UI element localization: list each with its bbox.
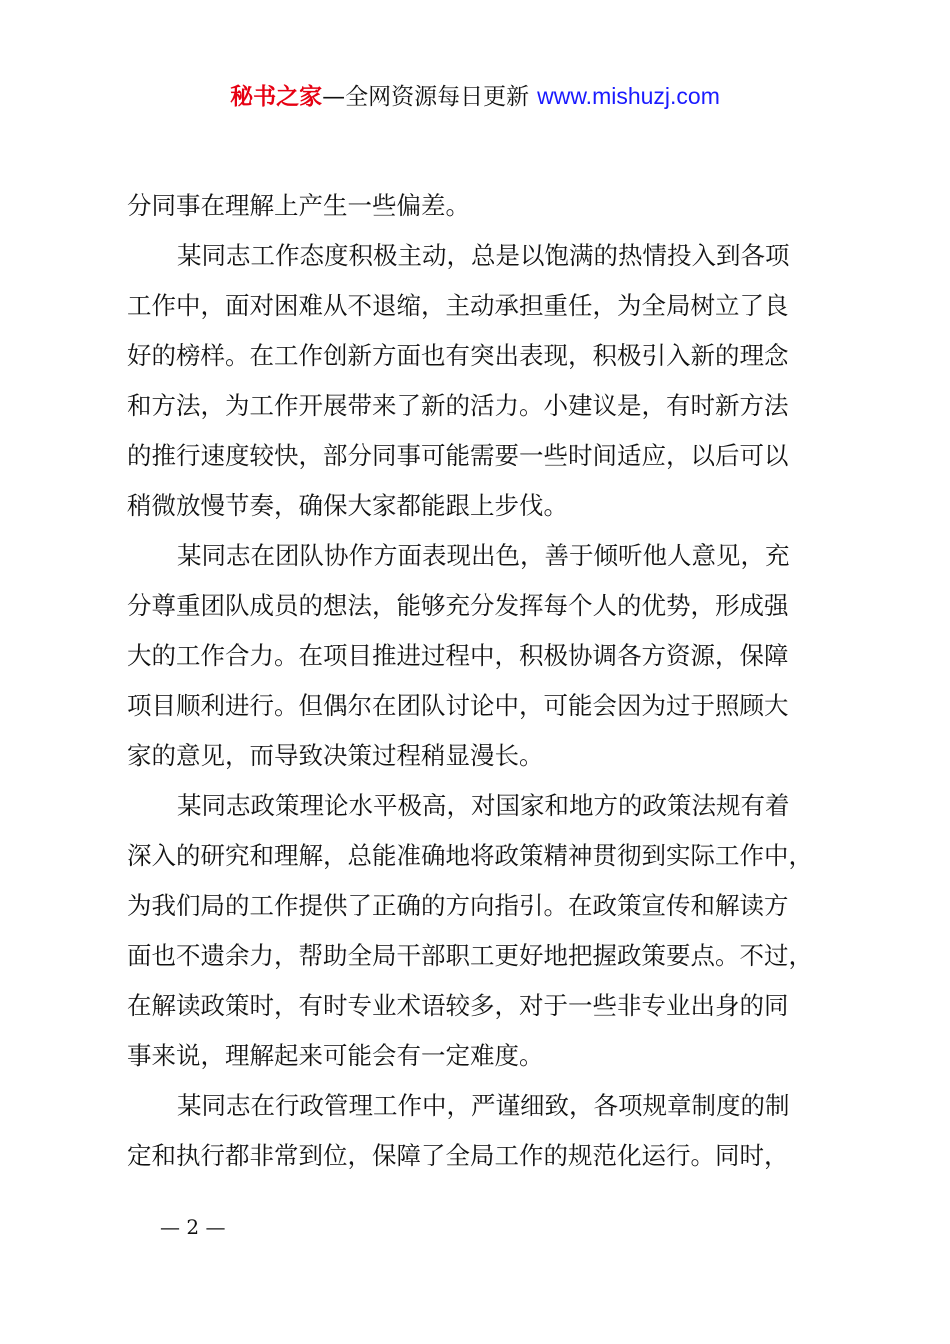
text-line: 在解读政策时，有时专业术语较多，对于一些非专业出身的同 (127, 991, 789, 1020)
text-line: 的推行速度较快，部分同事可能需要一些时间适应，以后可以 (127, 441, 789, 470)
site-url-link[interactable]: www.mishuzj.com (537, 83, 720, 109)
text-line: 分尊重团队成员的想法，能够充分发挥每个人的优势，形成强 (127, 591, 789, 620)
text-line: 面也不遗余力，帮助全局干部职工更好地把握政策要点。不过， (127, 941, 813, 970)
page-number: — 2 — (160, 1215, 226, 1239)
document-body (127, 181, 832, 1181)
text-line: 工作中，面对困难从不退缩，主动承担重任，为全局树立了良 (127, 291, 789, 320)
text-line: 深入的研究和理解，总能准确地将政策精神贯彻到实际工作中， (127, 841, 813, 870)
brand-name: 秘书之家 (230, 84, 323, 110)
paragraph-start-line: 某同志工作态度积极主动，总是以饱满的热情投入到各项 (177, 241, 790, 270)
text-line: 好的榜样。在工作创新方面也有突出表现，积极引入新的理念 (127, 341, 789, 370)
text-line: 和方法，为工作开展带来了新的活力。小建议是，有时新方法 (127, 391, 789, 420)
paragraph-start-line: 某同志政策理论水平极高，对国家和地方的政策法规有着 (177, 791, 790, 820)
text-line: 大的工作合力。在项目推进过程中，积极协调各方资源，保障 (127, 641, 789, 670)
site-header (0, 80, 950, 113)
paragraph-start-line: 某同志在行政管理工作中，严谨细致，各项规章制度的制 (177, 1091, 790, 1120)
text-line: 家的意见，而导致决策过程稍显漫长。 (127, 741, 544, 770)
header-slogan: —全网资源每日更新 (322, 84, 530, 110)
text-line: 定和执行都非常到位，保障了全局工作的规范化运行。同时， (127, 1141, 789, 1170)
text-line: 稍微放慢节奏，确保大家都能跟上步伐。 (127, 491, 568, 520)
text-line: 事来说，理解起来可能会有一定难度。 (127, 1041, 544, 1070)
text-line: 分同事在理解上产生一些偏差。 (127, 191, 470, 220)
text-line: 为我们局的工作提供了正确的方向指引。在政策宣传和解读方 (127, 891, 789, 920)
paragraph-start-line: 某同志在团队协作方面表现出色，善于倾听他人意见，充 (177, 541, 790, 570)
text-line: 项目顺利进行。但偶尔在团队讨论中，可能会因为过于照顾大 (127, 691, 789, 720)
